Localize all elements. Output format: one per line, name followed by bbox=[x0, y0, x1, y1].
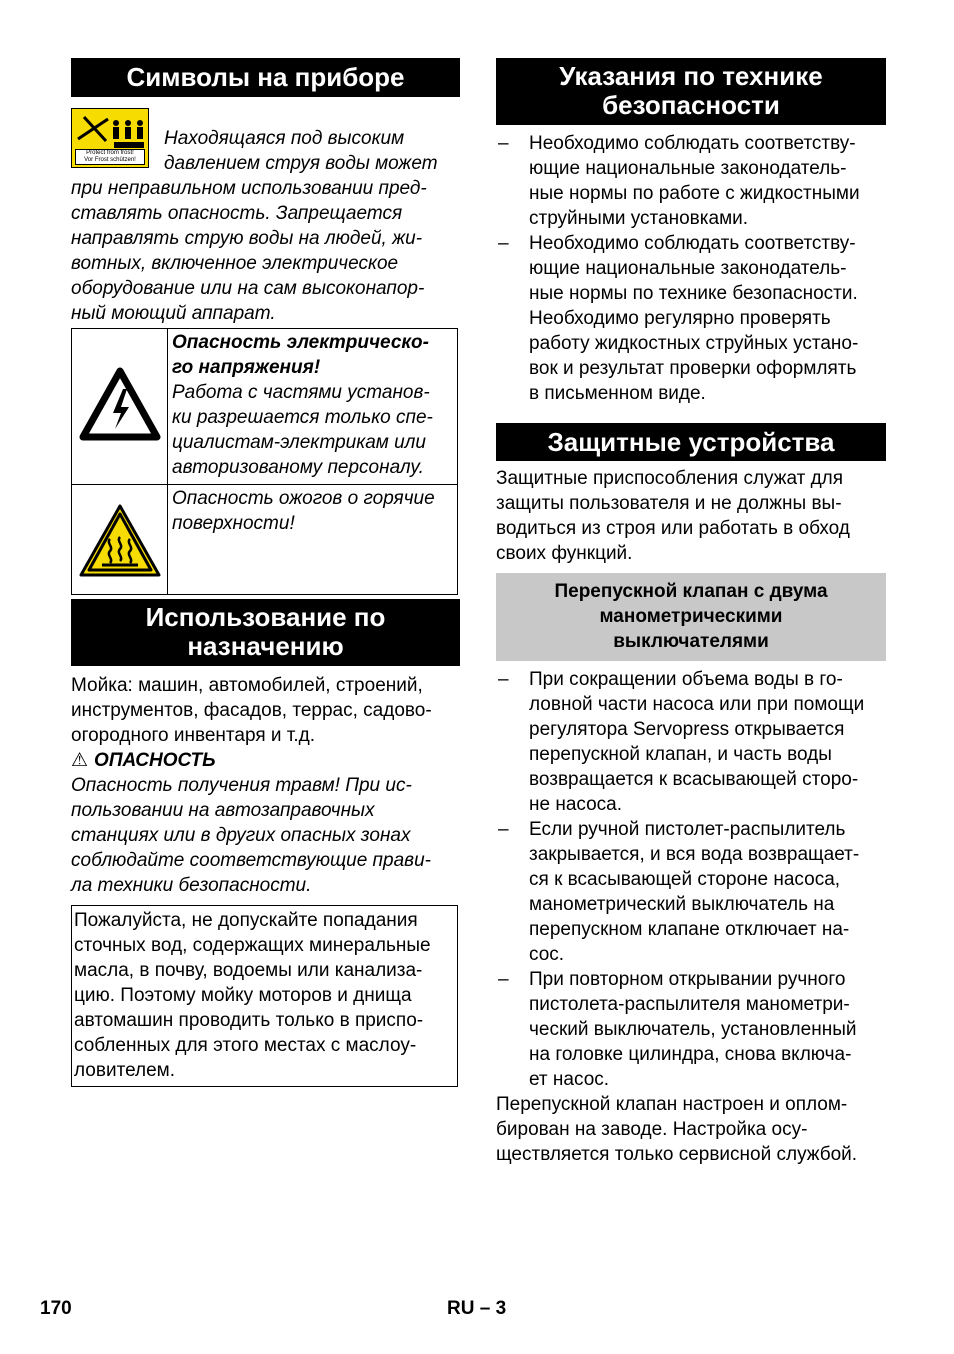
usage-heading bbox=[71, 599, 460, 666]
danger-text-line: соблюдайте соответствующие прави- bbox=[71, 850, 431, 871]
list-item-line: ные нормы по технике безопасности. bbox=[529, 283, 858, 304]
list-item-line: перепускном клапане отключает на- bbox=[529, 919, 850, 940]
jet-text-line: вотных, включенное электрическое bbox=[71, 253, 399, 274]
list-item-line: Необходимо регулярно проверять bbox=[529, 308, 831, 329]
list-item-line: ческий выключатель, установленный bbox=[529, 1019, 857, 1040]
list-item-line: ловной части насоса или при помощи bbox=[529, 694, 865, 715]
list-item-line: возвращается к всасывающей сторо- bbox=[529, 769, 859, 790]
protect-text-line: своих функций. bbox=[496, 543, 633, 564]
list-item-line: Необходимо соблюдать соответству- bbox=[529, 133, 856, 154]
jet-warning-label-icon bbox=[71, 108, 149, 168]
section-marker: RU – 3 bbox=[447, 1298, 507, 1319]
danger-label bbox=[71, 748, 460, 773]
jet-warning-block bbox=[71, 108, 460, 324]
list-item-line: пистолета-распылителя манометри- bbox=[529, 994, 850, 1015]
list-item-line: ет насос. bbox=[529, 1069, 610, 1090]
safety-heading-line: Указания по технике bbox=[559, 61, 823, 91]
jet-text-line: при неправильном использовании пред- bbox=[71, 178, 427, 199]
jet-text-line: давлением струя воды может bbox=[164, 153, 438, 174]
jet-text-line: ставлять опасность. Запрещается bbox=[71, 203, 403, 224]
hot-surface-icon bbox=[78, 503, 162, 579]
usage-text-line: огородного инвентаря и т.д. bbox=[71, 725, 316, 746]
danger-text bbox=[71, 773, 460, 898]
list-item-line: не насоса. bbox=[529, 794, 623, 815]
valve-note-line: Перепускной клапан настроен и оплом- bbox=[496, 1094, 848, 1115]
danger-label-text: ОПАСНОСТЬ bbox=[94, 750, 216, 771]
jet-text-line: оборудование или на сам высоконапор- bbox=[71, 278, 425, 299]
list-item-line: перепускной клапан, и часть воды bbox=[529, 744, 832, 765]
electric-text-line: циалистам-электрикам или bbox=[172, 432, 426, 453]
electric-text-cell bbox=[168, 329, 458, 485]
environment-note-line: собленных для этого местах с маслоу- bbox=[74, 1035, 417, 1056]
valve-note bbox=[496, 1092, 886, 1167]
environment-note-line: ловителем. bbox=[74, 1060, 175, 1081]
safety-list bbox=[496, 131, 886, 406]
jet-label-line1: Protect from frost! bbox=[86, 150, 134, 156]
danger-text-line: Опасность получения травм! При ис- bbox=[71, 775, 412, 796]
environment-note-line: сточных вод, содержащих минеральные bbox=[74, 935, 431, 956]
hot-text-cell bbox=[168, 485, 458, 595]
jet-text-line: направлять струю воды на людей, жи- bbox=[71, 228, 423, 249]
environment-note-line: Пожалуйста, не допускайте попадания bbox=[74, 910, 418, 931]
list-item-line: ные нормы по работе с жидкостными bbox=[529, 183, 860, 204]
list-item-line: ся к всасывающей стороне насоса, bbox=[529, 869, 841, 890]
protective-devices-text bbox=[496, 466, 886, 566]
list-item-line: работу жидкостных струйных устано- bbox=[529, 333, 859, 354]
electric-title-line: го напряжения! bbox=[172, 357, 321, 378]
environment-note-line: масла, в почву, водоемы или канализа- bbox=[74, 960, 423, 981]
list-item-line: Необходимо соблюдать соответству- bbox=[529, 233, 856, 254]
usage-text-line: инструментов, фасадов, террас, садово- bbox=[71, 700, 432, 721]
jet-text-line: ный моющий аппарат. bbox=[71, 303, 276, 324]
safety-heading bbox=[496, 58, 886, 125]
list-item-line: вок и результат проверки оформлять bbox=[529, 358, 857, 379]
valve-heading bbox=[496, 573, 886, 661]
jet-text-line: Находящаяся под высоким bbox=[164, 128, 405, 149]
list-item-line: ющие национальные законодатель- bbox=[529, 158, 847, 179]
right-column bbox=[496, 58, 886, 1167]
hot-symbol-cell bbox=[72, 485, 168, 595]
valve-note-line: бирован на заводе. Настройка осу- bbox=[496, 1119, 808, 1140]
safety-heading-line: безопасности bbox=[602, 90, 780, 120]
electric-text-line: авторизованому персоналу. bbox=[172, 457, 424, 478]
jet-label-line2: Vor Frost schützen! bbox=[84, 157, 136, 163]
danger-text-line: ла техники безопасности. bbox=[71, 875, 312, 896]
list-item-line: манометрический выключатель на bbox=[529, 894, 835, 915]
symbols-table bbox=[71, 328, 458, 595]
protect-text-line: Защитные приспособления служат для bbox=[496, 468, 844, 489]
list-item-line: сос. bbox=[529, 944, 565, 965]
environment-note-line: автомашин проводить только в приспо- bbox=[74, 1010, 424, 1031]
electric-title-line: Опасность электрическо- bbox=[172, 332, 429, 353]
list-item-line: в письменном виде. bbox=[529, 383, 706, 404]
valve-heading-line: выключателями bbox=[613, 631, 769, 652]
list-item: – Необходимо соблюдать соответству- ющие национальные законодатель- ные нормы по технике безопасности. Необходимо регулярно проверять работу жидкостных струйных устано- вок и результат проверки оформлять в письменном виде. bbox=[496, 231, 886, 406]
electric-text-line: Работа с частями установ- bbox=[172, 382, 430, 403]
list-item-line: на головке цилиндра, снова включа- bbox=[529, 1044, 852, 1065]
hot-text-line: Опасность ожогов о горячие bbox=[172, 488, 435, 509]
list-item-line: закрывается, и вся вода возвращает- bbox=[529, 844, 860, 865]
protective-devices-heading: Защитные устройства bbox=[496, 423, 886, 461]
usage-text-line: Мойка: машин, автомобилей, строений, bbox=[71, 675, 423, 696]
list-item-line: струйными установками. bbox=[529, 208, 749, 229]
protect-text-line: водиться из строя или работать в обход bbox=[496, 518, 850, 539]
list-item-line: При повторном открывании ручного bbox=[529, 969, 846, 990]
danger-text-line: станциях или в других опасных зонах bbox=[71, 825, 411, 846]
list-item-line: Если ручной пистолет-распылитель bbox=[529, 819, 846, 840]
electric-hazard-icon bbox=[79, 367, 161, 441]
electric-text-line: ки разрешается только спе- bbox=[172, 407, 433, 428]
list-item-line: регулятора Servopress открывается bbox=[529, 719, 845, 740]
hot-text-line: поверхности! bbox=[172, 513, 295, 534]
danger-text-line: пользовании на автозаправочных bbox=[71, 800, 375, 821]
environment-note-line: цию. Поэтому мойку моторов и днища bbox=[74, 985, 412, 1006]
usage-heading-line: назначению bbox=[187, 631, 344, 661]
warning-triangle-icon: ⚠ bbox=[71, 750, 89, 771]
valve-heading-line: Перепускной клапан с двума bbox=[554, 581, 828, 602]
list-item-line: При сокращении объема воды в го- bbox=[529, 669, 843, 690]
list-item: – При повторном открывании ручного пистолета-распылителя манометри- ческий выключатель, установленный на головке цилиндра, снова включа- ет насос. bbox=[496, 967, 886, 1092]
left-column bbox=[71, 58, 460, 1087]
list-item: – При сокращении объема воды в го- ловной части насоса или при помощи регулятора Servopress открывается перепускной клапан, и часть воды возвращается к всасывающей сторо- не насоса. bbox=[496, 667, 886, 817]
list-item: – Если ручной пистолет-распылитель закрывается, и вся вода возвращает- ся к всасывающей стороне насоса, манометрический выключатель на перепускном клапане отключает на- сос. bbox=[496, 817, 886, 967]
usage-heading-line: Использование по bbox=[145, 602, 386, 632]
electric-symbol-cell bbox=[72, 329, 168, 485]
valve-note-line: ществляется только сервисной службой. bbox=[496, 1144, 858, 1165]
page-number: 170 bbox=[40, 1298, 72, 1319]
list-item-line: ющие национальные законодатель- bbox=[529, 258, 847, 279]
valve-heading-line: манометрическими bbox=[599, 606, 783, 627]
environment-note-box bbox=[71, 905, 458, 1087]
symbols-heading: Символы на приборе bbox=[71, 58, 460, 97]
list-item: – Необходимо соблюдать соответству- ющие национальные законодатель- ные нормы по работе с жидкостными струйными установками. bbox=[496, 131, 886, 231]
valve-list bbox=[496, 667, 886, 1092]
usage-text bbox=[71, 673, 460, 748]
protect-text-line: защиты пользователя и не должны вы- bbox=[496, 493, 842, 514]
